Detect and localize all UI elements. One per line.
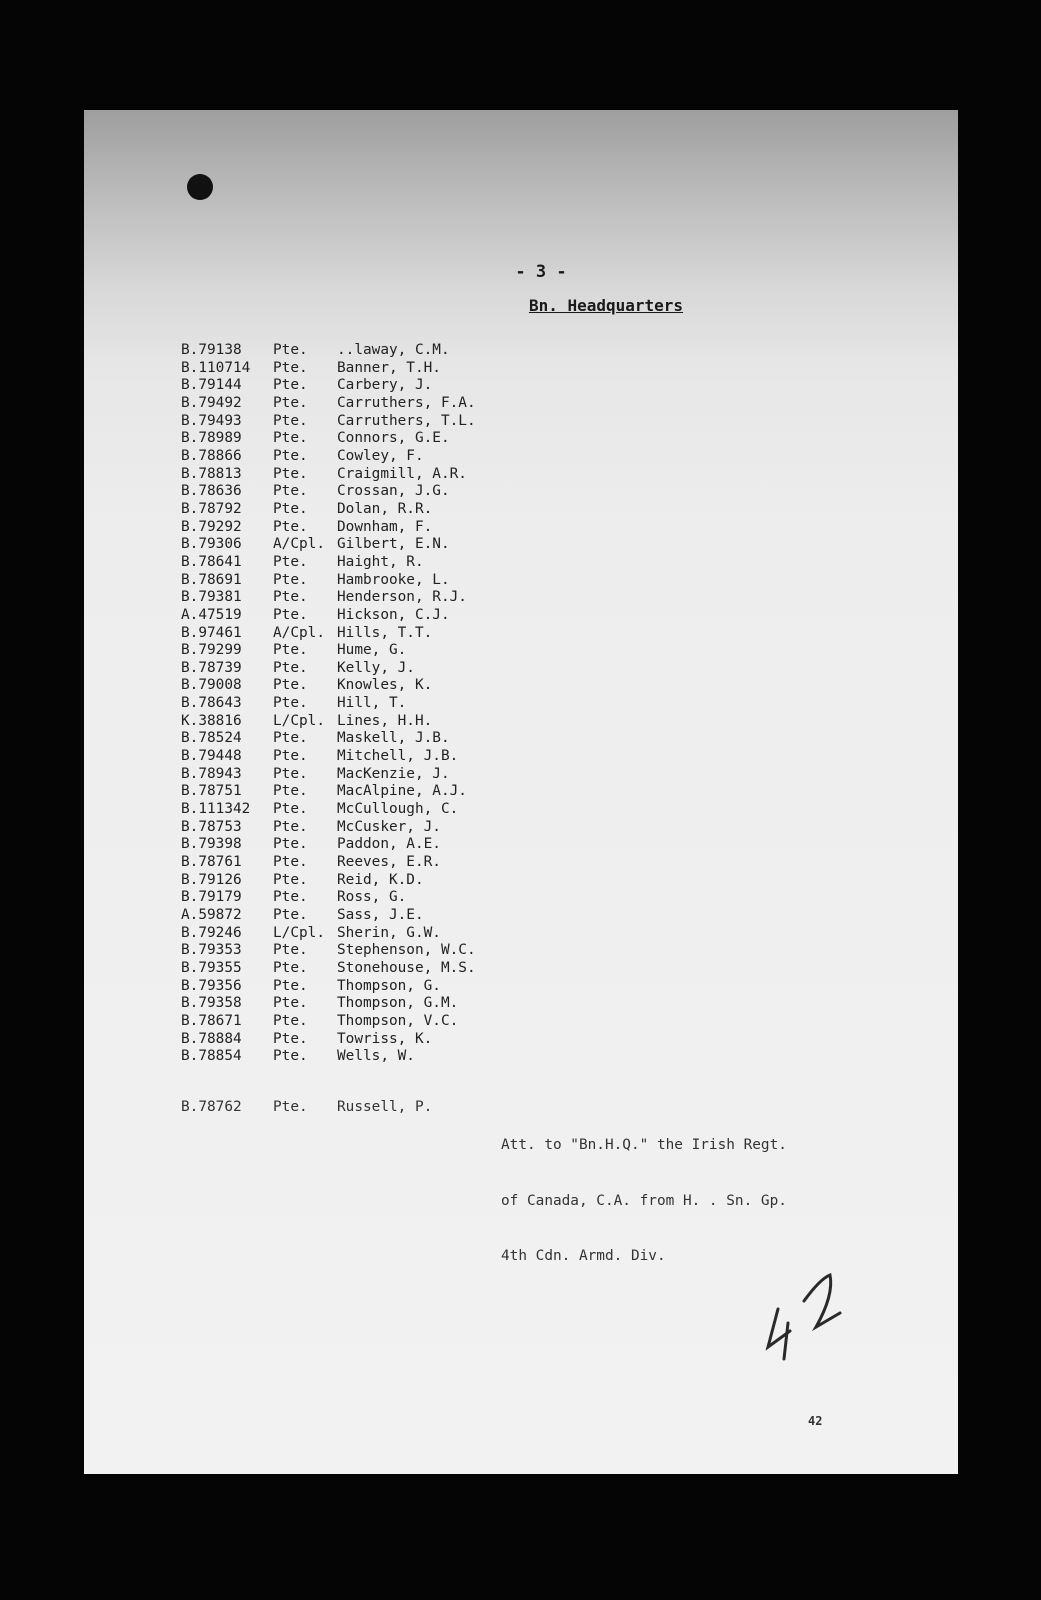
soldier-name: Lines, H.H. <box>337 712 433 729</box>
rank: Pte. <box>273 659 308 676</box>
rank: Pte. <box>273 642 308 659</box>
service-number: B.78671 <box>181 1012 242 1029</box>
soldier-name: Thompson, V.C. <box>337 1012 459 1029</box>
soldier-name: Hill, T. <box>337 695 407 712</box>
roster-row <box>181 942 587 960</box>
service-number: B.78792 <box>181 500 242 517</box>
rank: Pte. <box>273 836 308 853</box>
service-number: B.79246 <box>181 924 242 941</box>
service-number: B.79493 <box>181 412 242 429</box>
roster-row <box>181 395 587 413</box>
service-number: B.79144 <box>181 377 242 394</box>
soldier-name: Gilbert, E.N. <box>337 536 450 553</box>
rank: Pte. <box>273 377 308 394</box>
attached-name: Russell, P. <box>337 1099 433 1115</box>
soldier-name: Thompson, G.M. <box>337 995 459 1012</box>
soldier-name: Paddon, A.E. <box>337 836 441 853</box>
soldier-name: Banner, T.H. <box>337 359 441 376</box>
soldier-name: Connors, G.E. <box>337 430 450 447</box>
soldier-name: Mitchell, J.B. <box>337 748 459 765</box>
service-number: B.79138 <box>181 342 242 358</box>
rank: Pte. <box>273 854 308 871</box>
roster-row <box>181 466 587 484</box>
roster-row <box>181 819 587 837</box>
personnel-roster <box>181 342 587 1066</box>
roster-row <box>181 730 587 748</box>
service-number: B.79356 <box>181 977 242 994</box>
rank: Pte. <box>273 748 308 765</box>
roster-row <box>181 872 587 890</box>
soldier-name: Stonehouse, M.S. <box>337 959 476 976</box>
rank: Pte. <box>273 359 308 376</box>
rank: Pte. <box>273 889 308 906</box>
service-number: B.78751 <box>181 783 242 800</box>
note-line: 4th Cdn. Armd. Div. <box>501 1248 666 1264</box>
punch-hole <box>187 174 213 200</box>
rank: Pte. <box>273 483 308 500</box>
service-number: B.78761 <box>181 854 242 871</box>
rank: Pte. <box>273 783 308 800</box>
rank: Pte. <box>273 606 308 623</box>
roster-row <box>181 1031 587 1049</box>
roster-row <box>181 978 587 996</box>
service-number: B.79355 <box>181 959 242 976</box>
service-number: B.110714 <box>181 359 251 376</box>
roster-row <box>181 360 587 378</box>
rank: Pte. <box>273 818 308 835</box>
service-number: B.78643 <box>181 695 242 712</box>
service-number: B.111342 <box>181 801 251 818</box>
corner-mark: 42 <box>808 1414 823 1428</box>
soldier-name: McCusker, J. <box>337 818 441 835</box>
roster-row <box>181 519 587 537</box>
service-number: B.78739 <box>181 659 242 676</box>
roster-row <box>181 766 587 784</box>
handwritten-mark <box>764 1265 854 1365</box>
rank: Pte. <box>273 695 308 712</box>
rank: Pte. <box>273 1030 308 1047</box>
roster-row <box>181 554 587 572</box>
soldier-name: Hills, T.T. <box>337 624 433 641</box>
service-number: B.78636 <box>181 483 242 500</box>
soldier-name: Carruthers, F.A. <box>337 394 476 411</box>
soldier-name: Dolan, R.R. <box>337 500 433 517</box>
rank: Pte. <box>273 907 308 923</box>
soldier-name: Knowles, K. <box>337 677 433 694</box>
roster-row <box>181 483 587 501</box>
rank: Pte. <box>273 1048 308 1065</box>
soldier-name: Carruthers, T.L. <box>337 412 476 429</box>
soldier-name: Ross, G. <box>337 889 407 906</box>
roster-row <box>181 1048 587 1066</box>
attached-number: B.78762 <box>181 1099 242 1115</box>
rank: Pte. <box>273 730 308 747</box>
attached-rank: Pte. <box>273 1099 308 1115</box>
service-number: B.78753 <box>181 818 242 835</box>
rank: Pte. <box>273 871 308 888</box>
roster-row <box>181 660 587 678</box>
service-number: B.78866 <box>181 447 242 464</box>
soldier-name: Craigmill, A.R. <box>337 465 467 482</box>
soldier-name: Sherin, G.W. <box>337 924 441 941</box>
service-number: B.79179 <box>181 889 242 906</box>
roster-row <box>181 413 587 431</box>
rank: Pte. <box>273 571 308 588</box>
rank: Pte. <box>273 942 308 959</box>
roster-row <box>181 342 587 360</box>
service-number: B.79008 <box>181 677 242 694</box>
service-number: B.79126 <box>181 871 242 888</box>
soldier-name: Cowley, F. <box>337 447 424 464</box>
roster-row <box>181 677 587 695</box>
roster-row <box>181 854 587 872</box>
soldier-name: Haight, R. <box>337 553 424 570</box>
roster-row <box>181 1013 587 1031</box>
roster-row <box>181 642 587 660</box>
rank: Pte. <box>273 959 308 976</box>
rank: Pte. <box>273 500 308 517</box>
roster-row <box>181 801 587 819</box>
section-title: Bn. Headquarters <box>528 296 684 315</box>
rank: Pte. <box>273 430 308 447</box>
service-number: B.78524 <box>181 730 242 747</box>
soldier-name: Thompson, G. <box>337 977 441 994</box>
soldier-name: Wells, W. <box>337 1048 415 1065</box>
service-number: B.78641 <box>181 553 242 570</box>
rank: Pte. <box>273 677 308 694</box>
page-number: - 3 - <box>515 262 567 282</box>
roster-row <box>181 995 587 1013</box>
service-number: B.78943 <box>181 765 242 782</box>
service-number: B.79306 <box>181 536 242 553</box>
soldier-name: Downham, F. <box>337 518 433 535</box>
service-number: B.79353 <box>181 942 242 959</box>
soldier-name: McCullough, C. <box>337 801 459 818</box>
roster-row <box>181 960 587 978</box>
rank: L/Cpl. <box>273 924 325 941</box>
soldier-name: ..laway, C.M. <box>337 342 450 358</box>
soldier-name: Carbery, J. <box>337 377 433 394</box>
rank: Pte. <box>273 765 308 782</box>
soldier-name: MacKenzie, J. <box>337 765 450 782</box>
roster-row <box>181 430 587 448</box>
roster-row <box>181 889 587 907</box>
rank: Pte. <box>273 589 308 606</box>
rank: Pte. <box>273 447 308 464</box>
soldier-name: Reid, K.D. <box>337 871 424 888</box>
document-page <box>84 110 958 1474</box>
service-number: A.47519 <box>181 606 242 623</box>
service-number: B.78691 <box>181 571 242 588</box>
roster-row <box>181 748 587 766</box>
roster-row <box>181 572 587 590</box>
roster-row <box>181 448 587 466</box>
roster-row <box>181 536 587 554</box>
roster-row <box>181 907 587 925</box>
soldier-name: Hume, G. <box>337 642 407 659</box>
soldier-name: Crossan, J.G. <box>337 483 450 500</box>
soldier-name: Henderson, R.J. <box>337 589 467 606</box>
service-number: B.79381 <box>181 589 242 606</box>
roster-row <box>181 836 587 854</box>
note-line: of Canada, C.A. from H. . Sn. Gp. <box>501 1192 787 1209</box>
soldier-name: Hickson, C.J. <box>337 606 450 623</box>
attached-entry <box>181 1099 861 1303</box>
service-number: B.97461 <box>181 624 242 641</box>
roster-row <box>181 925 587 943</box>
soldier-name: Maskell, J.B. <box>337 730 450 747</box>
rank: Pte. <box>273 342 308 358</box>
roster-row <box>181 607 587 625</box>
rank: Pte. <box>273 412 308 429</box>
rank: L/Cpl. <box>273 712 325 729</box>
roster-row <box>181 377 587 395</box>
soldier-name: Sass, J.E. <box>337 907 424 923</box>
rank: Pte. <box>273 995 308 1012</box>
rank: Pte. <box>273 465 308 482</box>
service-number: B.78884 <box>181 1030 242 1047</box>
roster-row <box>181 783 587 801</box>
roster-row <box>181 625 587 643</box>
roster-row <box>181 589 587 607</box>
soldier-name: Kelly, J. <box>337 659 415 676</box>
rank: A/Cpl. <box>273 536 325 553</box>
service-number: B.78854 <box>181 1048 242 1065</box>
service-number: B.78989 <box>181 430 242 447</box>
rank: Pte. <box>273 801 308 818</box>
rank: Pte. <box>273 553 308 570</box>
rank: Pte. <box>273 1012 308 1029</box>
service-number: B.79398 <box>181 836 242 853</box>
service-number: B.79299 <box>181 642 242 659</box>
service-number: B.79358 <box>181 995 242 1012</box>
soldier-name: MacAlpine, A.J. <box>337 783 467 800</box>
rank: A/Cpl. <box>273 624 325 641</box>
soldier-name: Reeves, E.R. <box>337 854 441 871</box>
soldier-name: Hambrooke, L. <box>337 571 450 588</box>
roster-row <box>181 501 587 519</box>
roster-row <box>181 713 587 731</box>
soldier-name: Towriss, K. <box>337 1030 433 1047</box>
service-number: B.79292 <box>181 518 242 535</box>
soldier-name: Stephenson, W.C. <box>337 942 476 959</box>
service-number: A.59872 <box>181 907 242 923</box>
note-line: Att. to "Bn.H.Q." the Irish Regt. <box>501 1137 787 1153</box>
service-number: K.38816 <box>181 712 242 729</box>
service-number: B.79448 <box>181 748 242 765</box>
rank: Pte. <box>273 518 308 535</box>
service-number: B.78813 <box>181 465 242 482</box>
rank: Pte. <box>273 977 308 994</box>
service-number: B.79492 <box>181 394 242 411</box>
rank: Pte. <box>273 394 308 411</box>
roster-row <box>181 695 587 713</box>
